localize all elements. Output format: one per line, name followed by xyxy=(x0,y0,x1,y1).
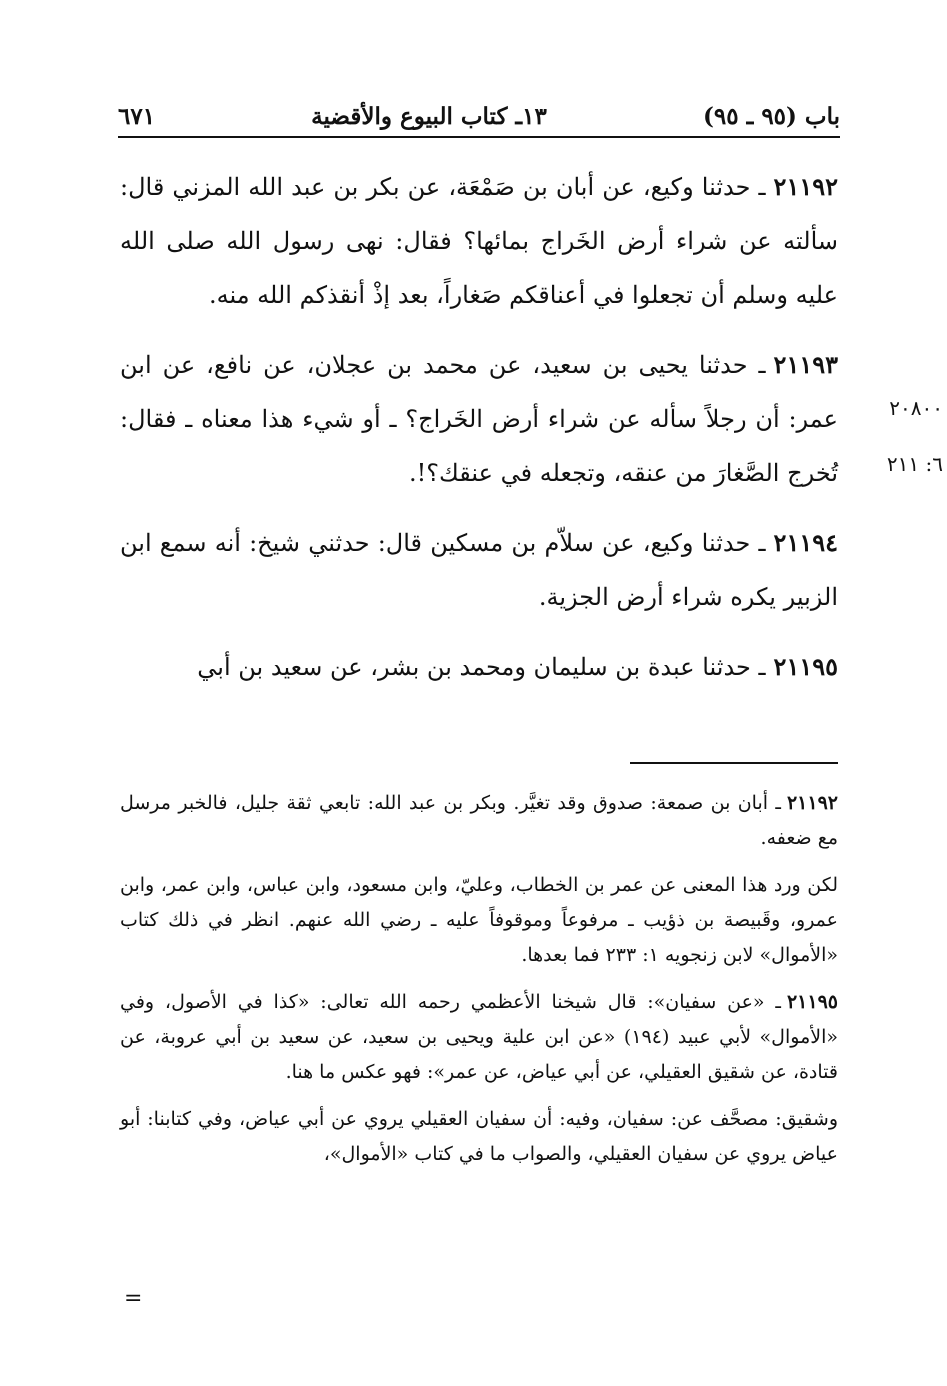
book-title: ١٣ـ كتاب البيوع والأقضية xyxy=(311,103,547,130)
hadith-number: ٢١١٩٤ xyxy=(773,528,838,557)
hadith-text: ـ حدثنا وكيع، عن سلاّم بن مسكين قال: حدثني شيخ: أنه سمع ابن الزبير يكره شراء أرض الجزية. xyxy=(120,529,838,611)
footnote xyxy=(120,786,838,856)
running-header xyxy=(118,86,840,138)
footnote xyxy=(120,1102,838,1172)
hadith-text: ـ حدثنا عبدة بن سليمان ومحمد بن بشر، عن سعيد بن أبي xyxy=(197,653,766,681)
footnote xyxy=(120,985,838,1090)
hadith-number: ٢١١٩٥ xyxy=(773,652,838,681)
main-text xyxy=(120,160,838,710)
footnote-text: وشقيق: مصحَّف عن: سفيان، وفيه: أن سفيان العقيلي يروي عن أبي عياض، وفي كتابنا: أبو عياض يروي عن سفيان العقيلي، والصواب ما في كتاب «الأموال»، xyxy=(120,1108,838,1165)
hadith-number: ٢١١٩٣ xyxy=(773,350,838,379)
footnotes xyxy=(120,786,838,1184)
page-number: ٦٧١ xyxy=(118,103,156,130)
hadith-paragraph xyxy=(120,160,838,322)
margin-reference: ٦: ٢١١ xyxy=(886,452,943,476)
hadith-paragraph xyxy=(120,516,838,624)
footnote xyxy=(120,868,838,973)
hadith-number: ٢١١٩٢ xyxy=(773,172,838,201)
footnote-text: ـ «عن سفيان»: قال شيخنا الأعظمي رحمه الله تعالى: «كذا في الأصول، وفي «الأموال» لأبي عبيد (١٩٤) «عن ابن علية ويحيى بن سعيد، عن سعيد بن أبي عروبة، عن قتادة، عن شقيق العقيلي، عن أبي عياض، عن عمر»: فهو عكس ما هنا. xyxy=(120,991,838,1083)
continuation-mark: = xyxy=(124,1286,143,1311)
hadith-paragraph xyxy=(120,640,838,694)
footnote-text: ـ أبان بن صمعة: صدوق وقد تغيَّر. وبكر بن عبد الله: تابعي ثقة جليل، فالخبر مرسل مع ضعفه. xyxy=(120,792,838,849)
hadith-text: ـ حدثنا يحيى بن سعيد، عن محمد بن عجلان، عن نافع، عن ابن عمر: أن رجلاً سأله عن شراء أرض الخَراج؟ ـ أو شيء هذا معناه ـ فقال: تُخرج الصَّغارَ من عنقه، وتجعله في عنقك؟!. xyxy=(120,351,838,487)
section-title: باب (٩٥ ـ ٩٥) xyxy=(702,103,840,130)
footnote-text: لكن ورد هذا المعنى عن عمر بن الخطاب، وعليّ، وابن مسعود، وابن عباس، وابن عمر، وابن عمرو، وقَبيصة بن ذؤيب ـ مرفوعاً وموقوفاً عليه ـ رضي الله عنهم. انظر في ذلك كتاب «الأموال» لابن زنجويه ١: ٢٣٣ فما بعدها. xyxy=(120,874,838,966)
footnote-number: ٢١١٩٢ xyxy=(786,792,838,814)
margin-reference: ٢٠٨٠٠ xyxy=(889,396,943,420)
footnote-number: ٢١١٩٥ xyxy=(786,991,838,1013)
hadith-text: ـ حدثنا وكيع، عن أبان بن صَمْعَة، عن بكر بن عبد الله المزني قال: سألته عن شراء أرض الخَراج بمائها؟ فقال: نهى رسول الله صلى الله عليه وسلم أن تجعلوا في أعناقكم صَغاراً، بعد إذْ أنقذكم الله منه. xyxy=(120,173,838,309)
hadith-paragraph xyxy=(120,338,838,500)
footnote-divider xyxy=(630,762,838,764)
